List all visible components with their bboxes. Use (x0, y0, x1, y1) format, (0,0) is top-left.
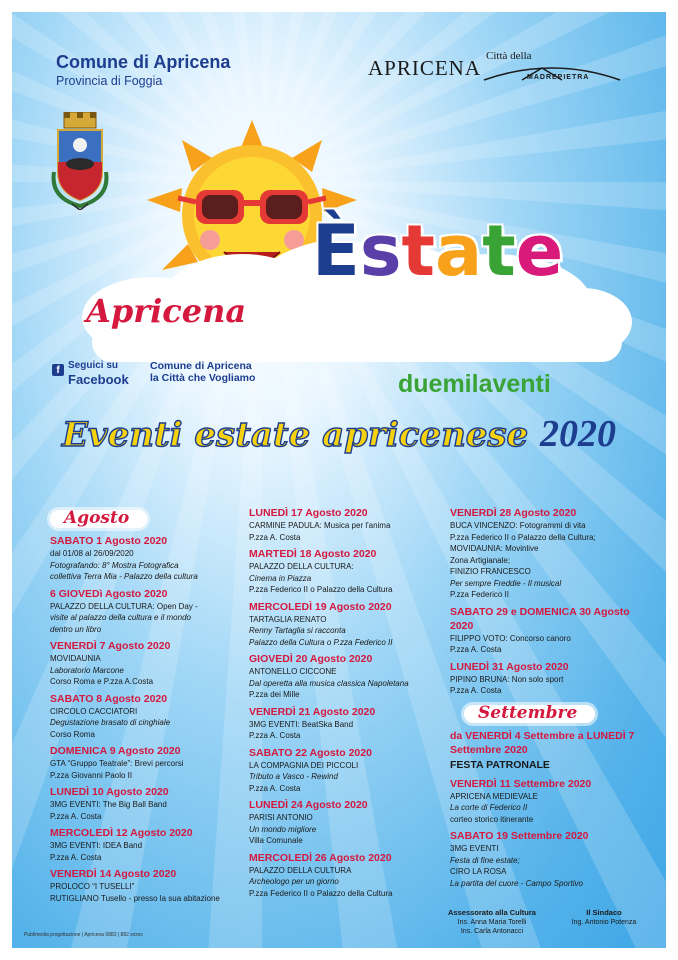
event-detail: Villa Comunale (249, 836, 303, 845)
event-item (450, 829, 650, 889)
apricena-script-title: Apricena (86, 292, 247, 330)
event-item (50, 867, 240, 904)
event-detail: Festa di fine estate; (450, 855, 520, 865)
event-date: LUNEDÌ 24 Agosto 2020 (249, 799, 368, 811)
estate-letter: t (482, 210, 516, 292)
comune-title: Comune di Apricena (56, 52, 231, 72)
event-detail: Renny Tartaglia si racconta (249, 626, 346, 635)
event-item (50, 587, 240, 636)
event-date: GIOVEDÌ 20 Agosto 2020 (249, 653, 373, 665)
event-date: MARTEDÌ 18 Agosto 2020 (249, 548, 377, 560)
event-item (50, 744, 240, 781)
assessorato-title: Assessorato alla Cultura (448, 908, 536, 917)
event-detail: APRICENA MEDIEVALE (450, 791, 538, 801)
event-detail: PARISI ANTONIO (249, 813, 313, 822)
event-detail: visite al palazzo della cultura e il mondo (50, 613, 191, 622)
event-date: SABATO 19 Settembre 2020 (450, 830, 589, 842)
event-detail: TARTAGLIA RENATO (249, 614, 327, 624)
event-detail: PALAZZO DELLA CULTURA (249, 865, 352, 875)
event-date: VENERDÌ 14 Agosto 2020 (50, 868, 177, 880)
event-item (50, 639, 240, 688)
event-detail: La partita del cuore - Campo Sportivo (450, 878, 583, 888)
event-item (249, 798, 447, 847)
event-detail: P.zza A. Costa (50, 811, 102, 821)
event-detail: PROLOCO “I TUSELLI” (50, 882, 135, 891)
events-column-2 (249, 506, 447, 903)
estate-letter: e (515, 210, 564, 292)
festa-date-range: da VENERDÌ 4 Settembre a LUNEDÌ 7 Settembre 2020 (450, 729, 635, 756)
event-detail: CIRO LA ROSA (450, 867, 507, 876)
event-detail: Palazzo della Cultura o P.zza Federico II (249, 637, 393, 647)
events-column-3 (450, 506, 650, 893)
provincia-subtitle: Provincia di Foggia (56, 74, 163, 88)
event-date: VENERDÌ 28 Agosto 2020 (450, 507, 577, 519)
event-detail: P.zza Federico II o Palazzo della Cultura (249, 585, 393, 594)
logo-citta-text: Città della (486, 50, 532, 62)
event-detail: 3MG EVENTI: IDEA Band (50, 841, 143, 850)
event-detail: 3MG EVENTI: The Big Ball Band (50, 800, 167, 809)
sindaco-name: Ing. Antonio Potenza (571, 919, 637, 926)
event-detail: P.zza A. Costa (249, 532, 301, 542)
month-banner-settembre: Settembre (464, 705, 595, 723)
event-detail: Zona Artigianale; (450, 555, 511, 565)
event-item (450, 605, 650, 656)
event-list (249, 506, 447, 899)
estate-letter: s (359, 210, 402, 292)
event-item (249, 600, 447, 649)
event-date: SABATO 29 e DOMENICA 30 Agosto 2020 (450, 605, 630, 632)
event-date: MERCOLEDÌ 19 Agosto 2020 (249, 600, 392, 613)
poster (12, 12, 666, 948)
event-item (249, 547, 447, 596)
event-date: LUNEDÌ 31 Agosto 2020 (450, 660, 569, 673)
sindaco-signature (554, 908, 654, 927)
event-detail: P.zza Federico II o Palazzo della Cultura (249, 888, 393, 898)
event-date: VENERDÌ 7 Agosto 2020 (50, 640, 171, 652)
estate-title (312, 210, 563, 292)
event-item (50, 534, 240, 583)
event-detail: Archeologo per un giorno (249, 877, 339, 886)
footer-credits: Publimedia progettazione | Apricena 0882 | 882 xxxxx (24, 932, 143, 938)
event-detail: CARMINE PADULA: Musica per l'anima (249, 521, 391, 530)
event-list (450, 777, 650, 890)
logo-madre-text: MADREPIETRA (527, 74, 590, 81)
coat-of-arms-icon (50, 112, 110, 210)
event-item (249, 746, 447, 795)
event-detail: Fotografando: 8° Mostra Fotografica (50, 560, 179, 570)
month-banner-agosto: Agosto (50, 510, 147, 528)
event-date: MERCOLEDÌ 12 Agosto 2020 (50, 827, 193, 839)
festa-patronale: FESTA PATRONALE (450, 758, 550, 771)
event-detail: Cinema in Piazza (249, 573, 312, 583)
event-detail: P.zza Federico II o Palazzo della Cultura; (450, 532, 596, 542)
facebook-label: Facebook (68, 372, 129, 387)
event-detail: 3MG EVENTI: BeatSka Band (249, 719, 354, 729)
event-detail: PIPINO BRUNA: Non solo sport (450, 674, 564, 684)
event-detail: P.zza A. Costa (249, 783, 301, 793)
event-item (450, 777, 650, 826)
event-date: LUNEDÌ 17 Agosto 2020 (249, 507, 368, 519)
event-detail: Degustazione brasato di cinghiale (50, 718, 171, 727)
headline-text: Eventi estate apricenese (61, 415, 529, 455)
event-date: SABATO 8 Agosto 2020 (50, 692, 168, 705)
event-detail: MOVIDAUNIA: Movinlive (450, 544, 539, 553)
event-date: 6 GIOVEDì Agosto 2020 (50, 587, 168, 600)
event-item (50, 692, 240, 741)
event-detail: Tributo a Vasco - Rewind (249, 772, 338, 781)
event-detail: Laboratorio Marcone (50, 665, 124, 675)
event-detail: Per sempre Freddie - Il musical (450, 578, 562, 588)
event-detail: ANTONELLO CICCONE (249, 667, 337, 676)
event-detail: CIRCOLO CACCIATORI (50, 706, 138, 716)
event-date: MERCOLEDÌ 26 Agosto 2020 (249, 851, 392, 864)
event-detail: P.zza dei Mille (249, 690, 300, 699)
event-detail: Dal operetta alla musica classica Napoletana (249, 678, 409, 688)
event-item (450, 506, 650, 601)
assessorato-name-1: Ins. Anna Maria Torelli (457, 919, 527, 926)
event-item (50, 826, 240, 863)
event-detail: P.zza Federico II (450, 590, 509, 599)
events-column-1 (50, 506, 240, 908)
event-detail: GTA “Gruppo Teatrale”: Brevi percorsi (50, 759, 184, 768)
event-detail: FILIPPO VOTO: Concorso canoro (450, 633, 571, 643)
event-detail: P.zza A. Costa (50, 852, 102, 862)
event-item (249, 851, 447, 900)
event-detail: dal 01/08 al 26/09/2020 (50, 549, 134, 558)
event-item (450, 660, 650, 697)
assessorato-signature (432, 908, 552, 936)
event-detail: Un mondo migliore (249, 824, 317, 834)
event-date: DOMENICA 9 Agosto 2020 (50, 745, 181, 757)
event-detail: Corso Roma (50, 729, 95, 739)
headline-year: 2020 (540, 413, 617, 455)
facebook-page-name: Comune di Apricena (150, 360, 252, 372)
event-detail: P.zza A. Costa (450, 645, 502, 654)
apricena-logo-text: APRICENA (368, 56, 482, 80)
event-list (450, 506, 650, 697)
event-detail: PALAZZO DELLA CULTURA: (249, 562, 354, 571)
event-item (50, 785, 240, 822)
event-date: SABATO 22 Agosto 2020 (249, 746, 372, 759)
event-detail: BUCA VINCENZO: Fotogrammi di vita (450, 521, 586, 530)
events-headline (12, 412, 666, 456)
event-item (249, 506, 447, 543)
event-item (249, 705, 447, 742)
event-detail: LA COMPAGNIA DEI PICCOLI (249, 760, 359, 770)
event-detail: 3MG EVENTI (450, 844, 499, 853)
estate-letter: t (401, 210, 435, 292)
event-detail: P.zza Giovanni Paolo II (50, 770, 133, 780)
event-item (249, 652, 447, 701)
estate-letter: È (312, 210, 360, 292)
event-detail: RUTIGLIANO Tusello - presso la sua abitazione (50, 893, 220, 903)
event-list (50, 534, 240, 904)
event-detail: dentro un libro (50, 624, 102, 634)
event-date: SABATO 1 Agosto 2020 (50, 535, 168, 547)
event-detail: Corso Roma e P.zza A.Costa (50, 677, 154, 686)
estate-letter: a (434, 210, 483, 292)
event-detail: MOVIDAUNIA (50, 654, 101, 663)
event-detail: PALAZZO DELLA CULTURA: Open Day - (50, 601, 198, 611)
facebook-page-tagline: la Città che Vogliamo (150, 372, 256, 384)
assessorato-name-2: Ins. Carla Antonacci (460, 928, 524, 935)
facebook-follow-label: Seguici su (68, 360, 119, 371)
event-detail: La corte di Federico II (450, 803, 528, 812)
event-date: LUNEDÌ 10 Agosto 2020 (50, 786, 169, 798)
facebook-icon: f (52, 364, 64, 376)
event-detail: P.zza A. Costa (249, 731, 301, 740)
event-detail: P.zza A. Costa (450, 686, 502, 695)
sindaco-title: Il Sindaco (586, 908, 622, 917)
event-detail: collettiva Terra Mia - Palazzo della cultura (50, 572, 198, 581)
event-detail: FINIZIO FRANCESCO (450, 567, 531, 576)
event-date: VENERDÌ 21 Agosto 2020 (249, 705, 376, 718)
event-date: VENERDÌ 11 Settembre 2020 (450, 777, 592, 790)
event-detail: corteo storico itinerante (450, 814, 534, 824)
duemilaventi-subtitle: duemilaventi (398, 370, 551, 398)
